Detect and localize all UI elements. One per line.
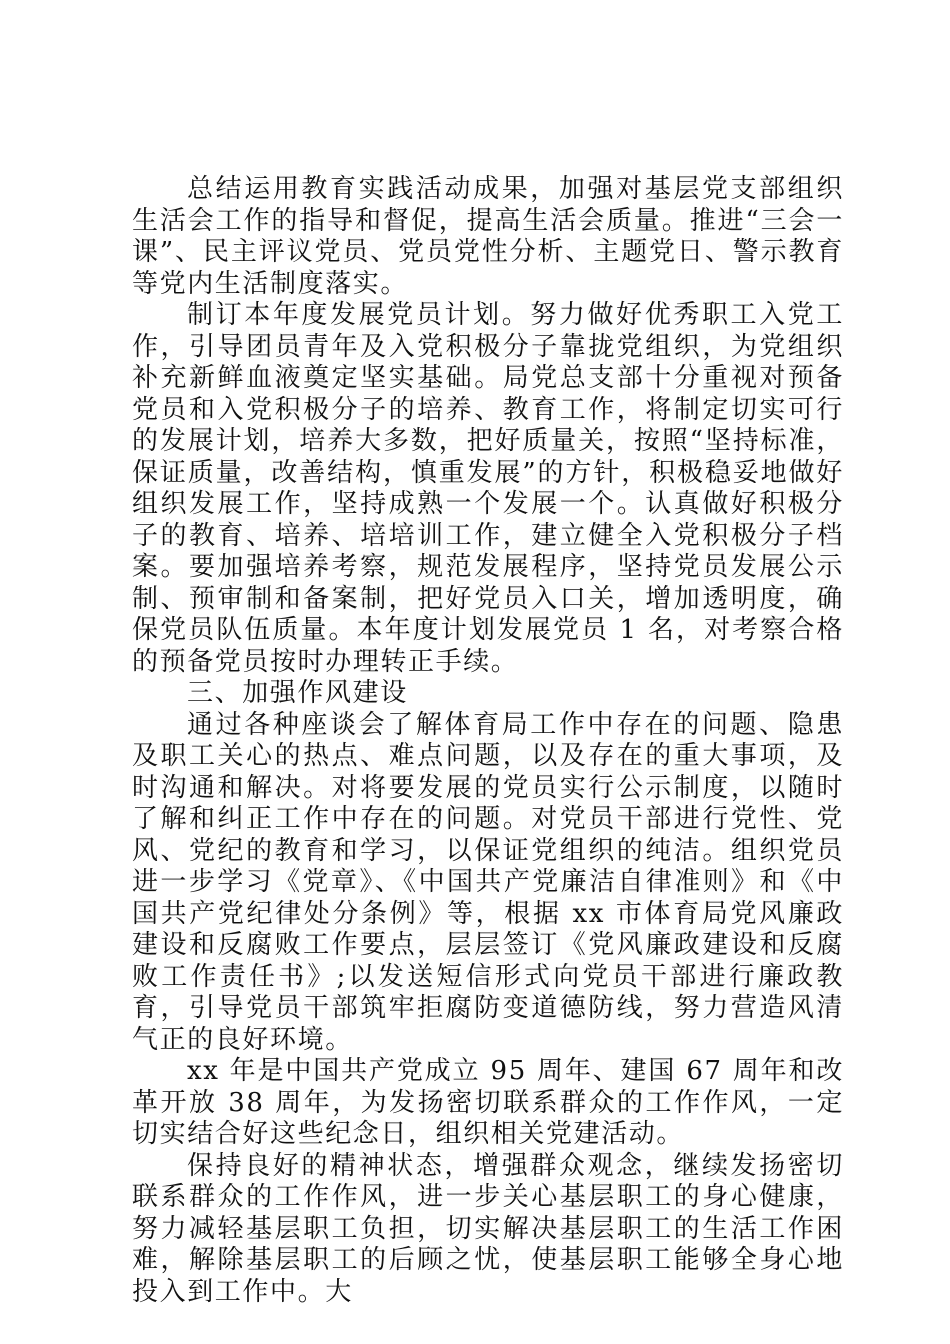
paragraph-mental-state: 保持良好的精神状态，增强群众观念，继续发扬密切联系群众的工作作风，进一步关心基层职工的身心健康，努力减轻基层职工负担，切实解决基层职工的生活工作困难，解除基层职工的后顾之忧，使基层职工能够全身心地投入到工作中。大 bbox=[132, 1150, 844, 1307]
document-body bbox=[132, 174, 844, 1308]
paragraph-member-development: 制订本年度发展党员计划。努力做好优秀职工入党工作，引导团员青年及入党积极分子靠拢党组织，为党组织补充新鲜血液奠定坚实基础。局党总支部十分重视对预备党员和入党积极分子的培养、教育工作，将制定切实可行的发展计划，培养大多数，把好质量关，按照“坚持标准，保证质量，改善结构，慎重发展”的方针，积极稳妥地做好组织发展工作，坚持成熟一个发展一个。认真做好积极分子的教育、培养、培培训工作，建立健全入党积极分子档案。要加强培养考察，规范发展程序，坚持党员发展公示制、预审制和备案制，把好党员入口关，增加透明度，确保党员队伍质量。本年度计划发展党员 1 名，对考察合格的预备党员按时办理转正手续。 bbox=[132, 300, 844, 677]
section-heading-work-style: 三、加强作风建设 bbox=[187, 678, 408, 708]
paragraph-work-style: 通过各种座谈会了解体育局工作中存在的问题、隐患及职工关心的热点、难点问题，以及存在的重大事项，及时沟通和解决。对将要发展的党员实行公示制度，以随时了解和纠正工作中存在的问题。对党员干部进行党性、党风、党纪的教育和学习，以保证党组织的纯洁。组织党员进一步学习《党章》、《中国共产党廉洁自律准则》和《中国共产党纪律处分条例》等，根据 xx 市体育局党风廉政建设和反腐败工作要点，层层签订《党风廉政建设和反腐败工作责任书》;以发送短信形式向党员干部进行廉政教育，引导党员干部筑牢拒腐防变道德防线，努力营造风清气正的良好环境。 bbox=[132, 709, 844, 1055]
paragraph-anniversaries: xx 年是中国共产党成立 95 周年、建国 67 周年和改革开放 38 周年，为发扬密切联系群众的工作作风，一定切实结合好这些纪念日，组织相关党建活动。 bbox=[132, 1056, 844, 1149]
paragraph-life-meeting: 总结运用教育实践活动成果，加强对基层党支部组织生活会工作的指导和督促，提高生活会质量。推进“三会一课”、民主评议党员、党员党性分析、主题党日、警示教育等党内生活制度落实。 bbox=[132, 174, 844, 299]
